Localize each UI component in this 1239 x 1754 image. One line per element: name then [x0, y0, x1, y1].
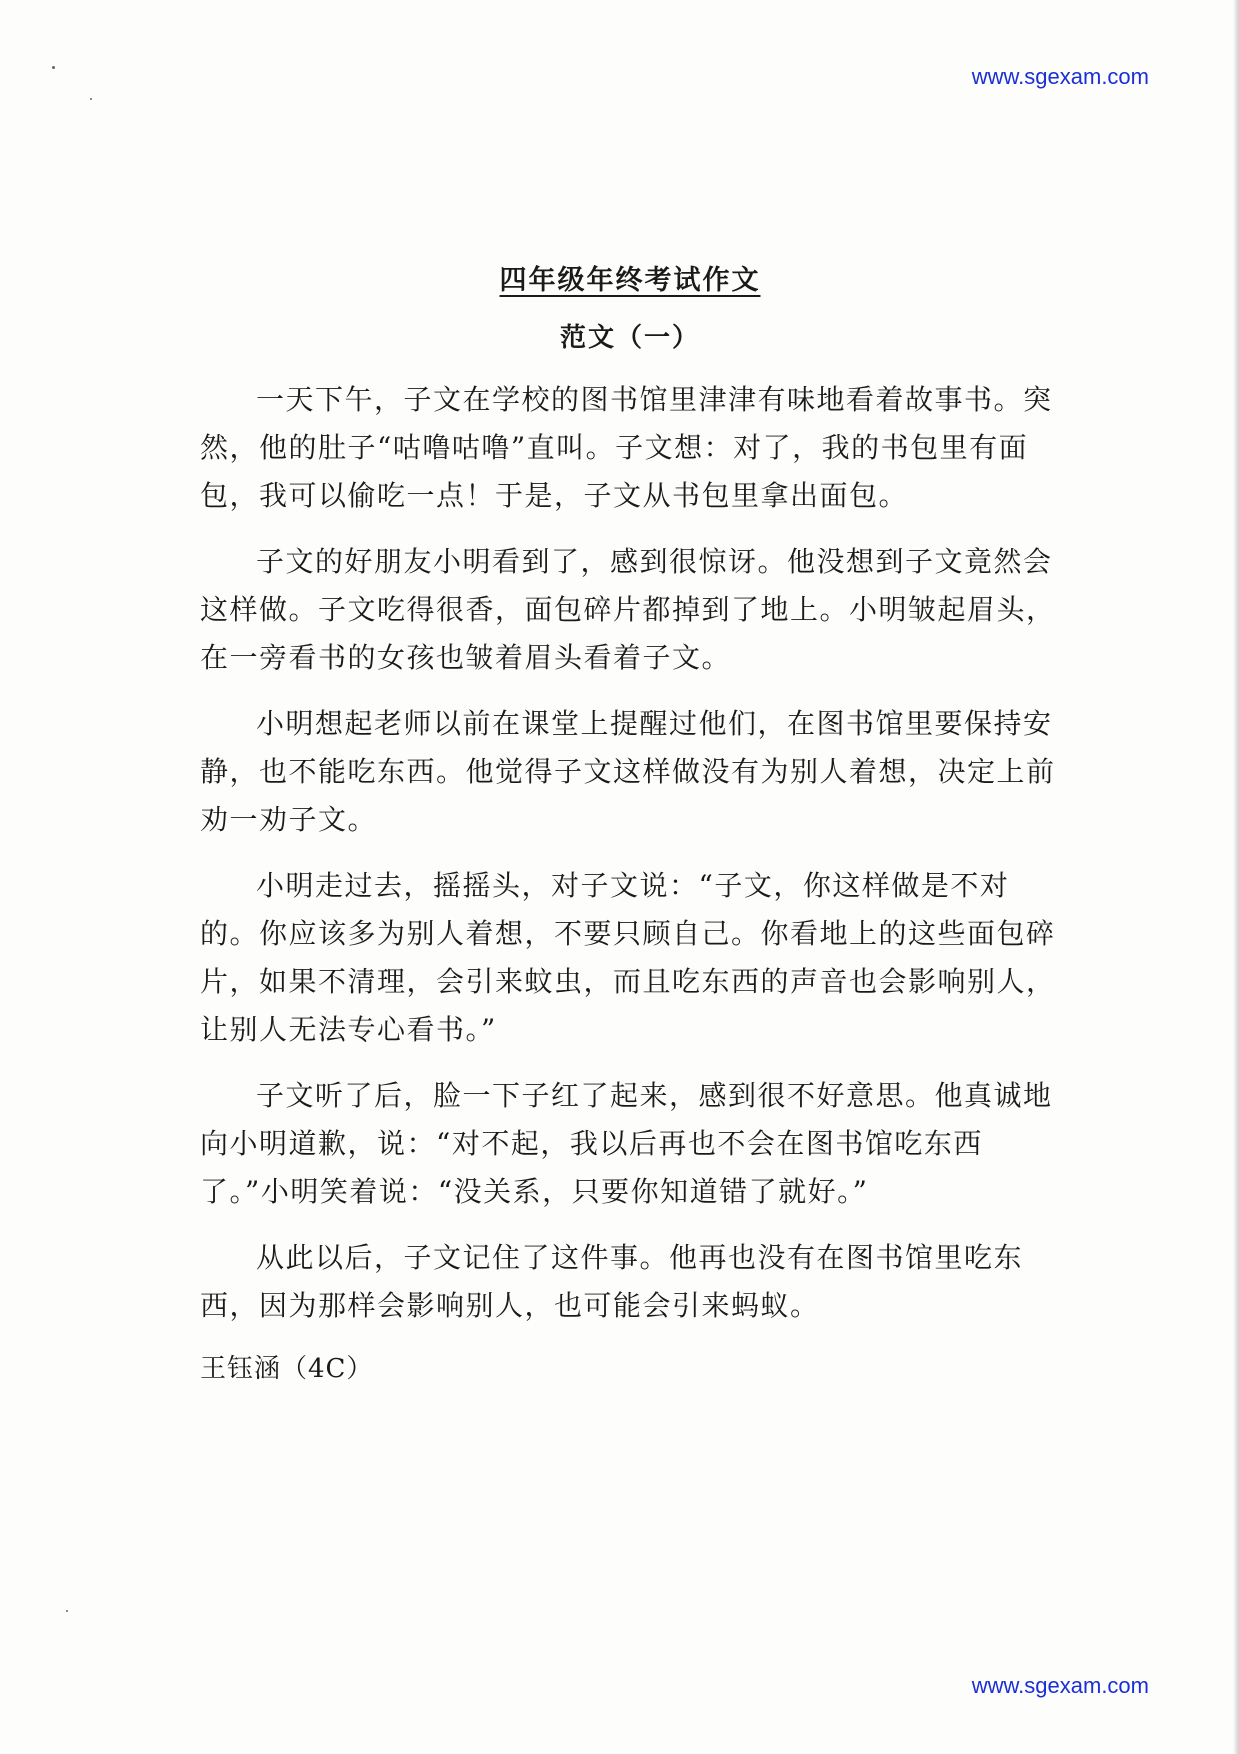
essay — [200, 258, 1060, 1385]
essay-paragraph-1: 一天下午，子文在学校的图书馆里津津有味地看着故事书。突然，他的肚子“咕噜咕噜”直叫。子文想：对了，我的书包里有面包，我可以偷吃一点！于是，子文从书包里拿出面包。 — [200, 383, 1053, 512]
essay-title-text: 四年级年终考试作文 — [499, 265, 761, 296]
essay-paragraph-3: 小明想起老师以前在课堂上提醒过他们，在图书馆里要保持安静，也不能吃东西。他觉得子文这样做没有为别人着想，决定上前劝一劝子文。 — [200, 707, 1056, 836]
essay-author: 王钰涵（4C） — [200, 1354, 374, 1384]
essay-paragraph-4: 小明走过去，摇摇头，对子文说：“子文，你这样做是不对的。你应该多为别人着想，不要只顾自己。你看地上的这些面包碎片，如果不清理，会引来蚊虫，而且吃东西的声音也会影响别人，让别人无法专心看书。” — [200, 869, 1056, 1046]
scan-speck — [90, 98, 92, 100]
essay-paragraph-2: 子文的好朋友小明看到了，感到很惊讶。他没想到子文竟然会这样做。子文吃得很香，面包碎片都掉到了地上。小明皱起眉头，在一旁看书的女孩也皱着眉头看着子文。 — [200, 545, 1056, 674]
site-link-top[interactable]: www.sgexam.com — [971, 64, 1149, 89]
essay-paragraph-5: 子文听了后，脸一下子红了起来，感到很不好意思。他真诚地向小明道歉，说：“对不起，我以后再也不会在图书馆吃东西了。”小明笑着说：“没关系，只要你知道错了就好。” — [200, 1079, 1053, 1208]
essay-paragraph-6: 从此以后，子文记住了这件事。他再也没有在图书馆里吃东西，因为那样会影响别人，也可能会引来蚂蚁。 — [200, 1241, 1024, 1322]
scan-speck — [52, 66, 55, 69]
essay-title — [200, 258, 1060, 297]
essay-subtitle: 范文（一） — [559, 323, 700, 353]
site-link-bottom[interactable]: www.sgexam.com — [971, 1673, 1149, 1698]
scan-edge-shadow — [1233, 0, 1239, 1754]
scan-speck — [66, 1610, 68, 1612]
